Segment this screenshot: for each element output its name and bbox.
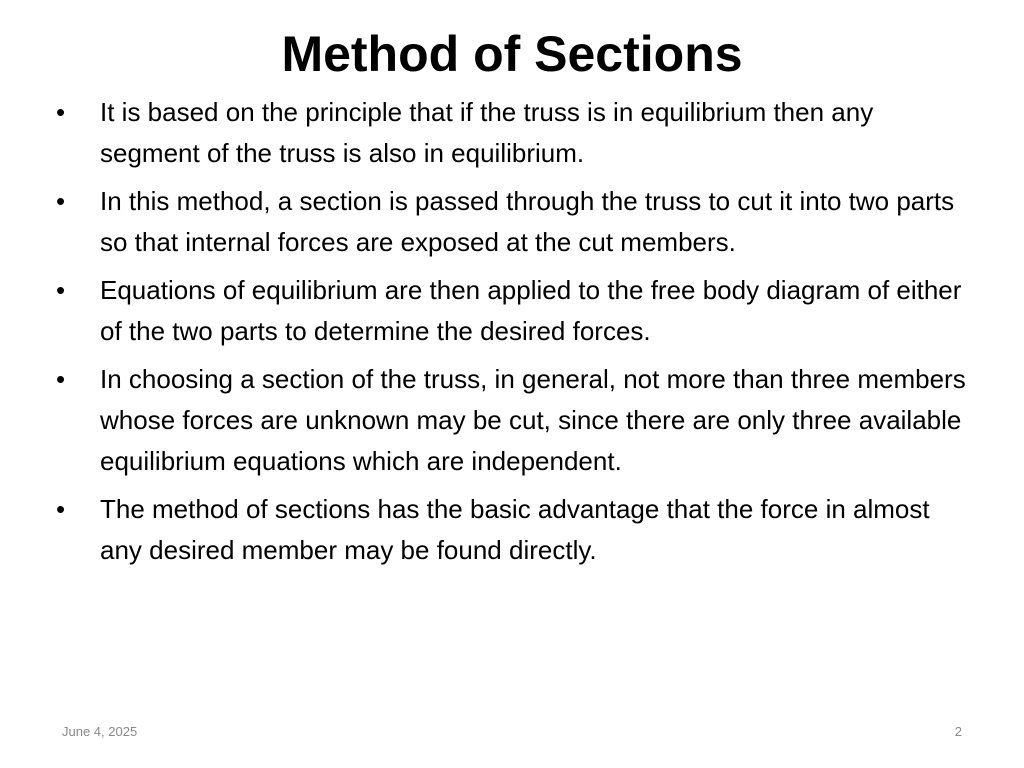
bullet-icon: • <box>56 97 66 127</box>
bullet-list <box>56 92 976 578</box>
bullet-item <box>56 92 976 174</box>
bullet-item <box>56 359 976 482</box>
footer-date: June 4, 2025 <box>62 724 138 739</box>
bullet-text: It is based on the principle that if the truss is in equilibrium then any segment of the truss is also in equilibrium. <box>100 97 874 168</box>
bullet-item <box>56 489 976 571</box>
bullet-item <box>56 181 976 263</box>
bullet-text: In choosing a section of the truss, in general, not more than three members whose forces are unknown may be cut, since there are only three available equilibrium equations which are independent. <box>100 364 966 476</box>
bullet-icon: • <box>56 364 66 394</box>
bullet-text: In this method, a section is passed through the truss to cut it into two parts so that internal forces are exposed at the cut members. <box>100 186 955 257</box>
bullet-text: The method of sections has the basic advantage that the force in almost any desired member may be found directly. <box>100 494 930 565</box>
bullet-item <box>56 270 976 352</box>
slide-title: Method of Sections <box>281 26 743 82</box>
bullet-text: Equations of equilibrium are then applied to the free body diagram of either of the two parts to determine the desired forces. <box>100 275 962 346</box>
bullet-icon: • <box>56 494 66 524</box>
bullet-icon: • <box>56 275 66 305</box>
bullet-icon: • <box>56 186 66 216</box>
page-number: 2 <box>954 724 962 739</box>
